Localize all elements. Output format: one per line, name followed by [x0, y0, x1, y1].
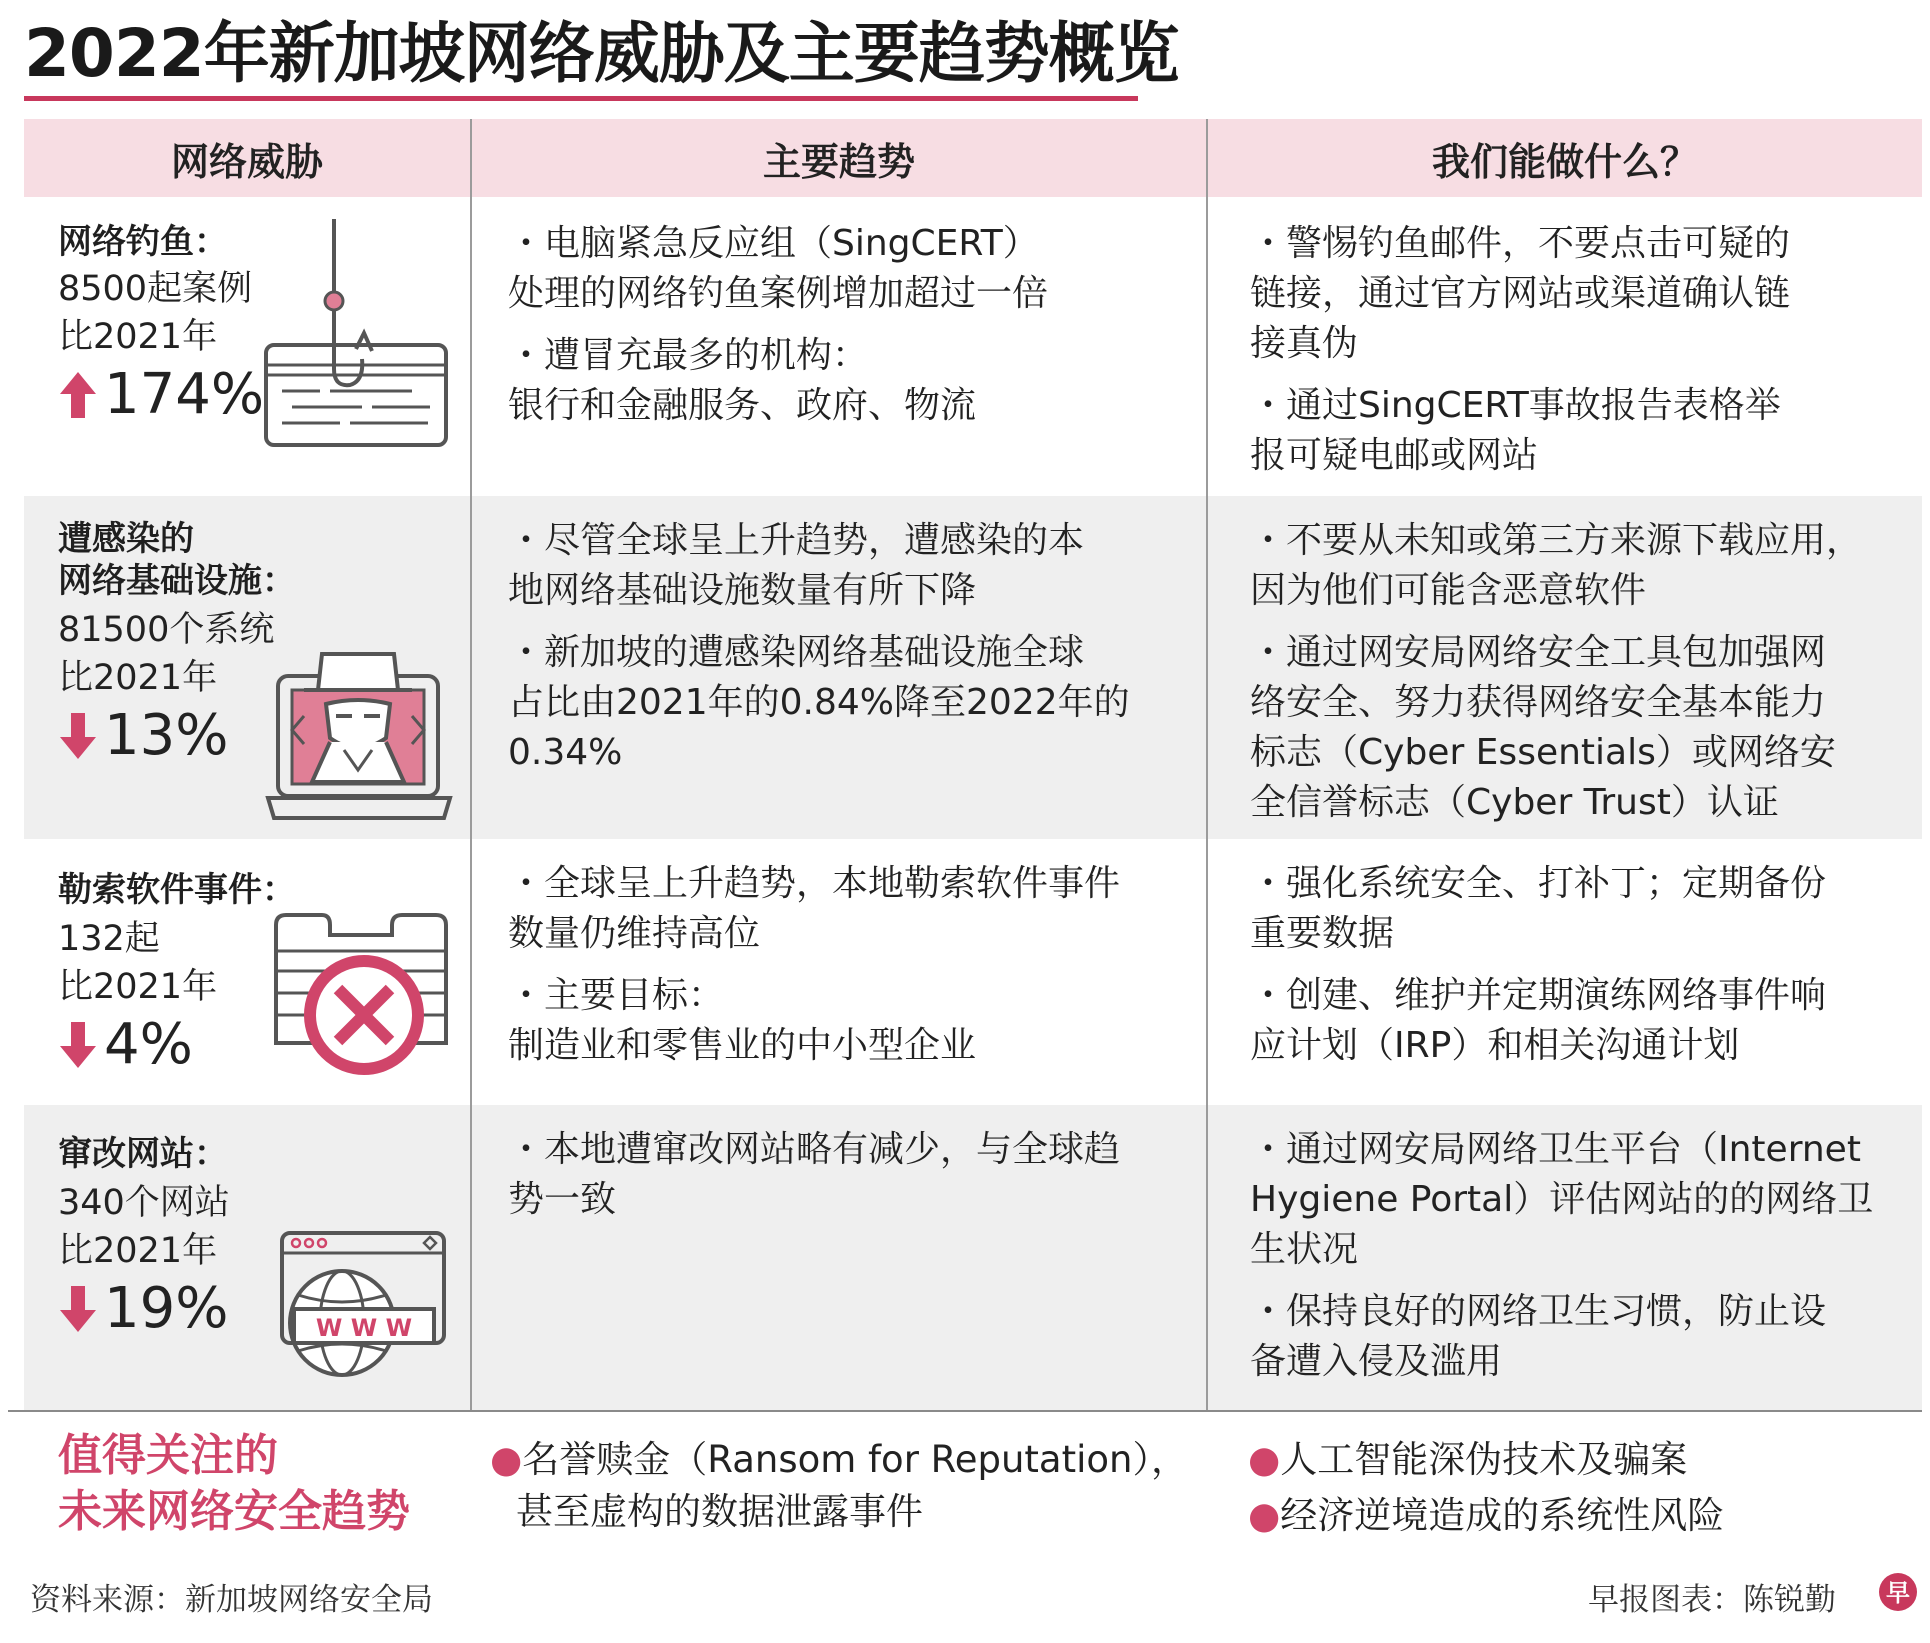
threat-title: 网络钓鱼：	[58, 222, 228, 262]
future-trend-ransom: ●名誉赎金（Ransom for Reputation）， 甚至虚构的数据泄露事件	[490, 1438, 1188, 1533]
action-item: ・通过SingCERT事故报告表格举 报可疑电邮或网站	[1250, 385, 1781, 476]
future-trend-systemic-risk: ●经济逆境造成的系统性风险	[1248, 1494, 1725, 1537]
blocked-folder-icon	[272, 911, 450, 1077]
threat-count: 81500个系统	[58, 610, 275, 650]
action-item: ・保持良好的网络卫生习惯，防止设 备遭入侵及滥用	[1250, 1291, 1827, 1382]
threat-count: 132起	[58, 919, 160, 959]
threat-compare: 比2021年	[58, 1231, 218, 1271]
arrow-down-icon	[58, 1020, 98, 1070]
action-item: ・创建、维护并定期演练网络事件响 应计划（IRP）和相关沟通计划	[1250, 975, 1827, 1066]
threat-count: 340个网站	[58, 1183, 230, 1223]
www-label: W W W	[315, 1314, 413, 1342]
threat-title-line2: 网络基础设施：	[58, 561, 296, 601]
row-ransomware	[24, 839, 1922, 1105]
trend-item: ・电脑紧急反应组（SingCERT） 处理的网络钓鱼案例增加超过一倍	[508, 223, 1049, 314]
bullet-dot-icon: ●	[1248, 1494, 1281, 1537]
column-divider	[1206, 119, 1208, 1410]
threat-change: 13%	[104, 703, 229, 768]
trend-item: ・遭冒充最多的机构： 银行和金融服务、政府、物流	[508, 335, 977, 426]
page-title: 2022年新加坡网络威胁及主要趋势概览	[24, 15, 1179, 92]
action-item: ・通过网安局网络安全工具包加强网 络安全、努力获得网络安全基本能力 标志（Cyber Essentials）或网络安 全信誉标志（Cyber Trust）认证	[1250, 632, 1836, 823]
column-divider	[470, 119, 472, 1410]
threat-compare: 比2021年	[58, 967, 218, 1007]
header-trends: 主要趋势	[472, 119, 1206, 197]
threat-count: 8500起案例	[58, 269, 253, 309]
graphic-credit: 早报图表：陈锐勤	[1588, 1582, 1836, 1618]
source-note: 资料来源：新加坡网络安全局	[30, 1582, 433, 1618]
trend-item: ・尽管全球呈上升趋势，遭感染的本 地网络基础设施数量有所下降	[508, 520, 1085, 611]
title-underline	[24, 96, 1138, 101]
arrow-down-icon	[58, 1284, 98, 1334]
threat-title: 窜改网站：	[58, 1134, 228, 1174]
threat-title: 勒索软件事件：	[58, 870, 296, 910]
row-infected-infrastructure	[24, 496, 1922, 839]
threat-title: 遭感染的	[58, 519, 194, 559]
hacker-laptop-icon	[264, 646, 454, 826]
arrow-down-icon	[58, 711, 98, 761]
row-phishing	[24, 199, 1922, 496]
action-item: ・警惕钓鱼邮件，不要点击可疑的 链接，通过官方网站或渠道确认链 接真伪	[1250, 223, 1791, 364]
arrow-up-icon	[58, 370, 98, 420]
phishing-hook-icon	[262, 219, 452, 449]
header-actions: 我们能做什么？	[1208, 119, 1922, 197]
action-item: ・通过网安局网络卫生平台（Internet Hygiene Portal）评估网站的的网络卫 生状况	[1250, 1129, 1874, 1270]
trend-item: ・主要目标： 制造业和零售业的中小型企业	[508, 975, 977, 1066]
header-threats: 网络威胁	[24, 119, 470, 197]
trend-item: ・本地遭窜改网站略有减少，与全球趋 势一致	[508, 1129, 1121, 1220]
row-defaced-websites	[24, 1105, 1922, 1410]
future-trend-deepfake: ●人工智能深伪技术及骗案	[1248, 1438, 1688, 1481]
action-item: ・强化系统安全、打补丁；定期备份 重要数据	[1250, 863, 1827, 954]
svg-text:早: 早	[1886, 1579, 1910, 1607]
threat-change: 19%	[104, 1276, 229, 1341]
section-divider	[8, 1410, 1922, 1412]
bullet-dot-icon: ●	[490, 1438, 523, 1481]
zaobao-logo-icon	[1878, 1572, 1918, 1612]
threat-change: 174%	[104, 362, 265, 427]
threat-compare: 比2021年	[58, 317, 218, 357]
threat-compare: 比2021年	[58, 658, 218, 698]
future-trends-title: 值得关注的 未来网络安全趋势	[58, 1430, 410, 1537]
threat-change: 4%	[104, 1012, 193, 1077]
www-globe-icon	[278, 1229, 450, 1379]
bullet-dot-icon: ●	[1248, 1438, 1281, 1481]
trend-item: ・全球呈上升趋势，本地勒索软件事件 数量仍维持高位	[508, 863, 1121, 954]
trend-item: ・新加坡的遭感染网络基础设施全球 占比由2021年的0.84%降至2022年的 0.34%	[508, 632, 1130, 773]
action-item: ・不要从未知或第三方来源下载应用， 因为他们可能含恶意软件	[1250, 520, 1863, 611]
